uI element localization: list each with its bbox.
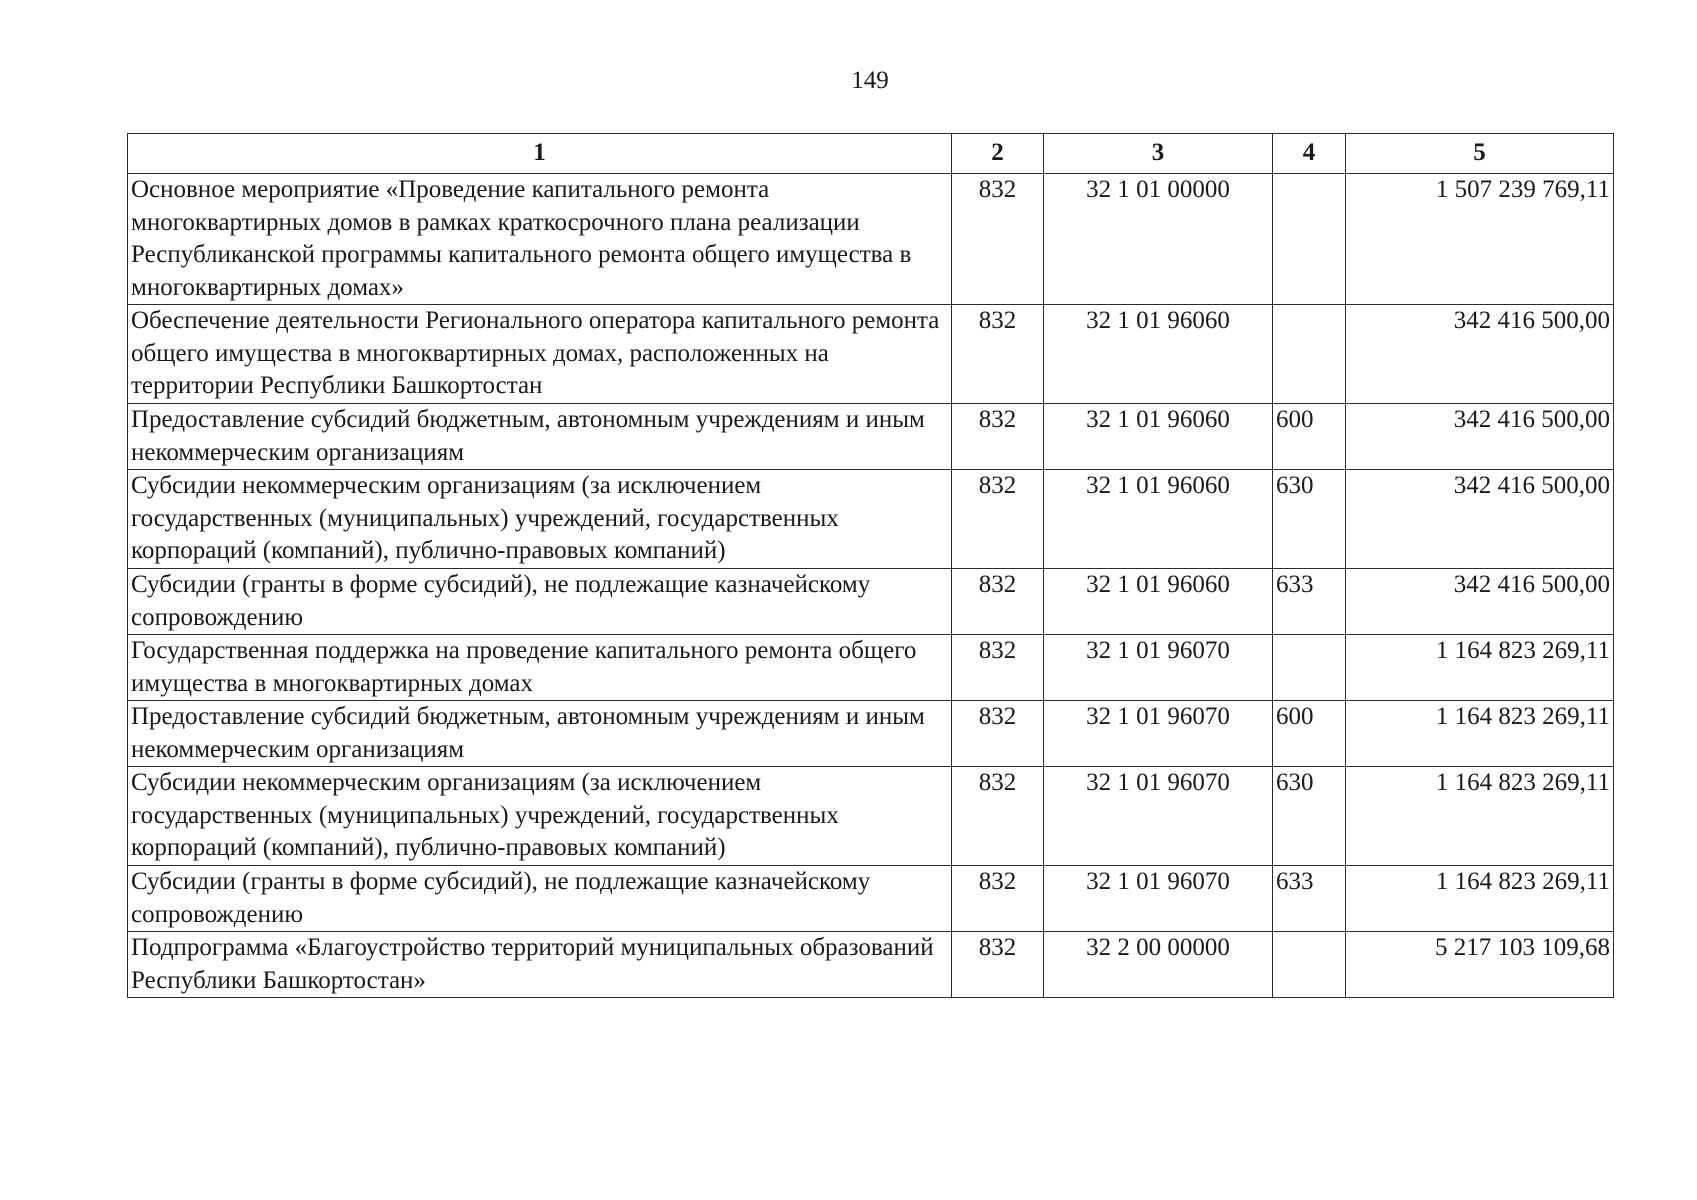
row-name: Субсидии некоммерческим организациям (за исключением государственных (муниципальных) учреждений, государственных корпораций (компаний), публично-правовых компаний) — [128, 767, 952, 866]
row-amount: 1 164 823 269,11 — [1346, 866, 1614, 932]
row-name: Субсидии (гранты в форме субсидий), не подлежащие казначейскому сопровождению — [128, 866, 952, 932]
row-csr: 32 1 01 96070 — [1044, 635, 1273, 701]
row-code: 832 — [952, 569, 1044, 635]
row-code: 832 — [952, 635, 1044, 701]
row-vr: 630 — [1273, 470, 1346, 569]
table-row — [128, 404, 1614, 470]
row-name: Предоставление субсидий бюджетным, автономным учреждениям и иным некоммерческим организациям — [128, 404, 952, 470]
row-csr: 32 1 01 96070 — [1044, 701, 1273, 767]
row-csr: 32 1 01 96070 — [1044, 866, 1273, 932]
table-row — [128, 701, 1614, 767]
row-csr: 32 1 01 96060 — [1044, 470, 1273, 569]
page-number: 149 — [851, 67, 889, 94]
header-col-2: 2 — [952, 134, 1044, 174]
row-vr: 630 — [1273, 767, 1346, 866]
row-amount: 342 416 500,00 — [1346, 305, 1614, 404]
row-csr: 32 1 01 96070 — [1044, 767, 1273, 866]
row-csr: 32 1 01 96060 — [1044, 305, 1273, 404]
row-amount: 5 217 103 109,68 — [1346, 932, 1614, 998]
header-col-3: 3 — [1044, 134, 1273, 174]
table-row — [128, 866, 1614, 932]
row-csr: 32 1 01 00000 — [1044, 174, 1273, 305]
row-vr — [1273, 635, 1346, 701]
row-amount: 342 416 500,00 — [1346, 404, 1614, 470]
row-amount: 1 507 239 769,11 — [1346, 174, 1614, 305]
table-row — [128, 305, 1614, 404]
row-name: Государственная поддержка на проведение капитального ремонта общего имущества в многоквартирных домах — [128, 635, 952, 701]
row-name: Предоставление субсидий бюджетным, автономным учреждениям и иным некоммерческим организациям — [128, 701, 952, 767]
table-header-row — [128, 134, 1614, 174]
row-name: Подпрограмма «Благоустройство территорий муниципальных образований Республики Башкортостан» — [128, 932, 952, 998]
row-vr: 633 — [1273, 866, 1346, 932]
row-amount: 342 416 500,00 — [1346, 470, 1614, 569]
row-amount: 1 164 823 269,11 — [1346, 635, 1614, 701]
table-row — [128, 470, 1614, 569]
row-vr: 600 — [1273, 404, 1346, 470]
header-col-5: 5 — [1346, 134, 1614, 174]
row-vr: 633 — [1273, 569, 1346, 635]
row-code: 832 — [952, 701, 1044, 767]
row-csr: 32 1 01 96060 — [1044, 404, 1273, 470]
row-amount: 1 164 823 269,11 — [1346, 701, 1614, 767]
row-name: Субсидии некоммерческим организациям (за исключением государственных (муниципальных) учреждений, государственных корпораций (компаний), публично-правовых компаний) — [128, 470, 952, 569]
row-code: 832 — [952, 470, 1044, 569]
table-row — [128, 932, 1614, 998]
table-row — [128, 569, 1614, 635]
row-code: 832 — [952, 767, 1044, 866]
row-amount: 342 416 500,00 — [1346, 569, 1614, 635]
row-code: 832 — [952, 404, 1044, 470]
row-code: 832 — [952, 174, 1044, 305]
row-vr: 600 — [1273, 701, 1346, 767]
table-row — [128, 174, 1614, 305]
header-col-4: 4 — [1273, 134, 1346, 174]
header-col-1: 1 — [128, 134, 952, 174]
row-name: Субсидии (гранты в форме субсидий), не подлежащие казначейскому сопровождению — [128, 569, 952, 635]
budget-table — [127, 133, 1614, 998]
row-csr: 32 2 00 00000 — [1044, 932, 1273, 998]
row-amount: 1 164 823 269,11 — [1346, 767, 1614, 866]
row-vr — [1273, 932, 1346, 998]
row-vr — [1273, 174, 1346, 305]
row-vr — [1273, 305, 1346, 404]
row-code: 832 — [952, 866, 1044, 932]
row-csr: 32 1 01 96060 — [1044, 569, 1273, 635]
table-row — [128, 635, 1614, 701]
table-row — [128, 767, 1614, 866]
row-code: 832 — [952, 305, 1044, 404]
row-code: 832 — [952, 932, 1044, 998]
row-name: Основное мероприятие «Проведение капитального ремонта многоквартирных домов в рамках краткосрочного плана реализации Республиканской программы капитального ремонта общего имущества в многоквартирных домах» — [128, 174, 952, 305]
row-name: Обеспечение деятельности Регионального оператора капитального ремонта общего имущества в многоквартирных домах, расположенных на территории Республики Башкортостан — [128, 305, 952, 404]
